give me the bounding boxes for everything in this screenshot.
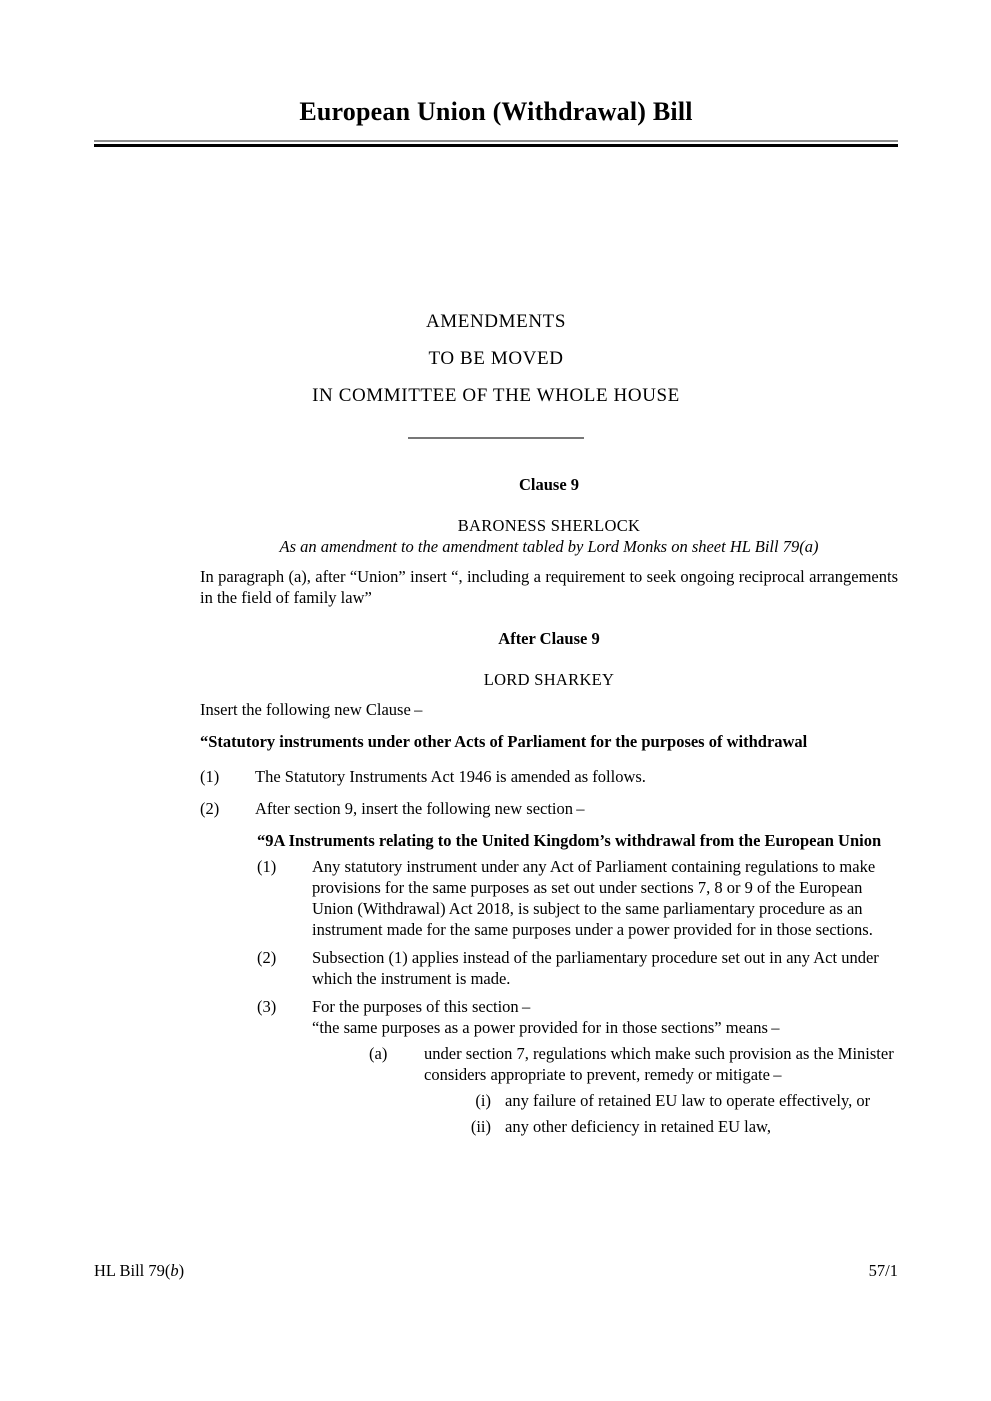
list-item-text: The Statutory Instruments Act 1946 is amended as follows.: [255, 767, 646, 786]
heading-separator-rule: [408, 437, 584, 439]
masthead: [94, 96, 898, 147]
list-marker: (1): [257, 857, 277, 876]
heading-line-to-be-moved: TO BE MOVED: [428, 348, 564, 369]
bill-reference: [94, 1261, 184, 1281]
page-number: 57/1: [868, 1261, 898, 1280]
list-item-text: For the purposes of this section –: [312, 997, 531, 1016]
bill-reference-letter: b: [170, 1261, 179, 1280]
definition-text: “the same purposes as a power provided for in those sections” means –: [312, 1018, 780, 1037]
list-marker: (2): [257, 948, 277, 967]
section-heading-clause-9: Clause 9: [518, 475, 580, 494]
list-item: [200, 996, 898, 1017]
amendments-heading-block: [94, 303, 898, 439]
list-marker: (2): [200, 799, 220, 818]
new-clause-title: “Statutory instruments under other Acts of Parliament for the purposes of withdrawal: [200, 732, 808, 751]
amendment-note-clause-9: As an amendment to the amendment tabled by Lord Monks on sheet HL Bill 79(a): [279, 537, 819, 556]
list-item: [200, 856, 898, 940]
list-item: [200, 947, 898, 989]
list-item-text: Any statutory instrument under any Act of Parliament containing regulations to make provisions for the same purposes as set out under sections 7, 8 or 9 of the European Union (Withdrawal) Act 2018, is subject to the same parliamentary procedure as an instrument made for the same purposes under a power provided for in those sections.: [312, 857, 876, 939]
masthead-rule-thick: [94, 144, 898, 147]
masthead-rule-thin: [94, 140, 898, 142]
list-item: [200, 766, 898, 787]
list-item-text: any other deficiency in retained EU law,: [505, 1117, 772, 1136]
section-9a-title: “9A Instruments relating to the United Kingdom’s withdrawal from the European Union: [257, 831, 882, 850]
document-body: [200, 474, 898, 1137]
bill-reference-prefix: HL Bill 79(: [94, 1261, 171, 1280]
list-marker: (3): [257, 997, 277, 1016]
list-marker: (a): [369, 1044, 388, 1063]
bill-reference-suffix: ): [178, 1261, 185, 1280]
list-item: [200, 1043, 898, 1085]
list-item-text: After section 9, insert the following new section –: [255, 799, 585, 818]
list-item: [200, 1090, 898, 1111]
list-marker: (ii): [470, 1117, 491, 1136]
heading-line-amendments: AMENDMENTS: [425, 311, 567, 332]
masthead-double-rule: [94, 140, 898, 147]
list-item-text: Subsection (1) applies instead of the parliamentary procedure set out in any Act under which the instrument is made.: [312, 948, 879, 988]
list-marker: (1): [200, 767, 220, 786]
list-item-text: under section 7, regulations which make such provision as the Minister considers appropriate to prevent, remedy or mitigate –: [424, 1044, 894, 1084]
list-item: [200, 798, 898, 819]
section-heading-after-clause-9: After Clause 9: [498, 629, 600, 648]
heading-line-in-committee: IN COMMITTEE OF THE WHOLE HOUSE: [312, 385, 680, 406]
list-item: [200, 1116, 898, 1137]
amendment-text-clause-9: In paragraph (a), after “Union” insert “, including a requirement to seek ongoing reciprocal arrangements in the field of family law”: [200, 567, 898, 607]
list-marker: (i): [475, 1091, 491, 1110]
list-item-text: any failure of retained EU law to operate effectively, or: [505, 1091, 871, 1110]
page-title: European Union (Withdrawal) Bill: [299, 97, 693, 126]
insert-instruction: Insert the following new Clause –: [200, 700, 423, 719]
member-name-baroness-sherlock: BARONESS SHERLOCK: [457, 516, 641, 535]
member-name-lord-sharkey: LORD SHARKEY: [483, 670, 615, 689]
